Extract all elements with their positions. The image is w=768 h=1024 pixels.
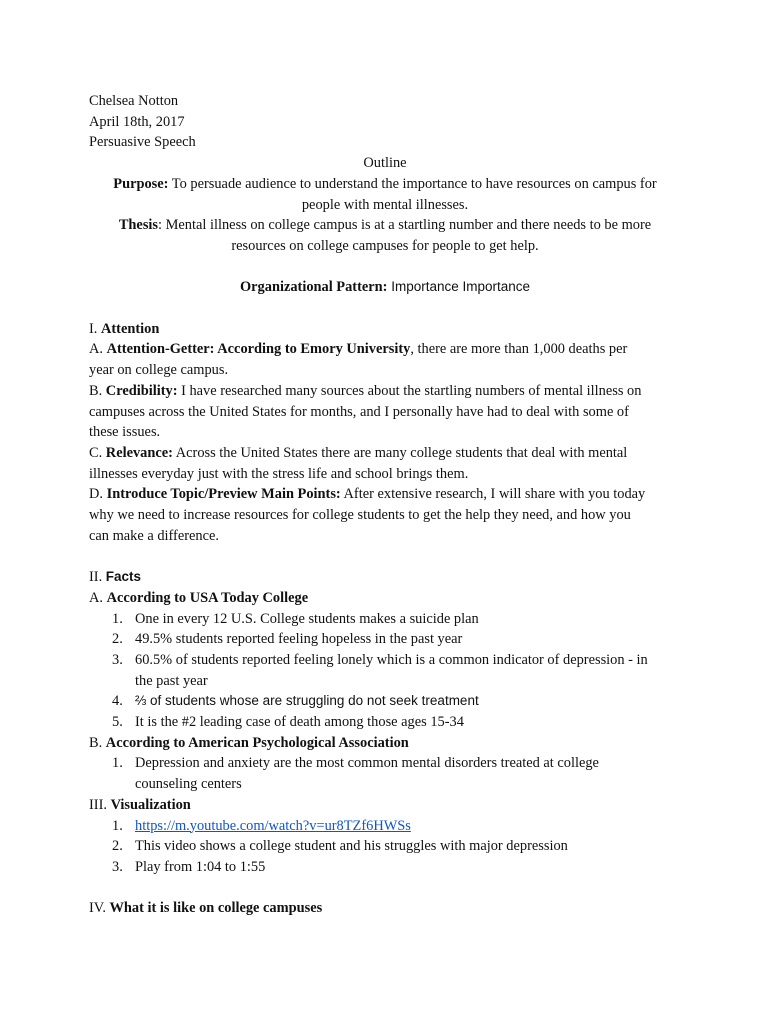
credibility-text: I have researched many sources about the startling numbers of mental illness on [177, 382, 642, 399]
list-item [89, 712, 681, 733]
thesis-line [89, 215, 681, 236]
thesis-line-2: resources on college campuses for people to get help. [231, 237, 539, 254]
list-number: 3. [112, 858, 123, 875]
apa-label: According to American Psychological Association [105, 734, 409, 751]
attention-getter-text: , there are more than 1,000 deaths per [410, 341, 628, 358]
preview-text: After extensive research, I will share with you today [340, 486, 646, 503]
list-item-text: 60.5% of students reported feeling lonely which is a common indicator of depression - in [135, 651, 648, 668]
item-prefix: A. [89, 341, 107, 358]
section-numeral: III. [89, 796, 111, 813]
attention-getter-line-2: year on college campus. [89, 362, 229, 379]
item-prefix: B. [89, 734, 106, 751]
preview-line-2: why we need to increase resources for college students to get the help they need, and how you [89, 507, 631, 524]
section-numeral: IV. [89, 900, 110, 917]
document-body [89, 91, 681, 919]
usa-today-label: According to USA Today College [106, 589, 309, 606]
org-pattern-label: Organizational Pattern: [239, 279, 388, 296]
relevance-line [89, 443, 681, 464]
speech-date: April 18th, 2017 [89, 113, 185, 130]
credibility-line [89, 381, 681, 402]
usa-today-heading [89, 588, 681, 609]
list-item-text-cont: counseling centers [135, 776, 242, 793]
section-heading-attention [89, 319, 681, 340]
visualization-list [89, 816, 681, 878]
list-number: 2. [112, 631, 123, 648]
purpose-text: To persuade audience to understand the importance to have resources on campus for [168, 175, 657, 192]
list-item-text: Depression and anxiety are the most common mental disorders treated at college [135, 755, 599, 772]
list-number: 1. [112, 817, 123, 834]
list-item [89, 609, 681, 630]
document-title: Outline [363, 155, 407, 172]
section-numeral: II. [89, 569, 106, 586]
list-item [89, 650, 681, 691]
preview-line [89, 484, 681, 505]
section-heading-campuses [89, 898, 681, 919]
attention-getter-label: Attention-Getter: According to Emory University [106, 341, 411, 358]
relevance-label: Relevance: [105, 444, 173, 461]
list-number: 1. [112, 755, 123, 772]
thesis-text: : Mental illness on college campus is at a startling number and there needs to be more [158, 217, 652, 234]
list-item-text-cont: the past year [135, 672, 208, 689]
credibility-label: Credibility: [105, 382, 178, 399]
section-title: Facts [105, 569, 142, 585]
author-name: Chelsea Notton [89, 93, 179, 109]
list-item [89, 816, 681, 837]
section-numeral: I. [89, 320, 101, 337]
item-prefix: D. [89, 486, 107, 503]
list-item-text: 49.5% students reported feeling hopeless in the past year [135, 631, 463, 648]
list-item-text: ⅔ of students whose are struggling do not seek treatment [135, 693, 479, 709]
preview-line-3: can make a difference. [89, 527, 219, 544]
section-title: What it is like on college campuses [109, 900, 323, 917]
list-item [89, 836, 681, 857]
section-title: Attention [101, 320, 160, 337]
relevance-text: Across the United States there are many college students that deal with mental [172, 444, 628, 461]
speech-type: Persuasive Speech [89, 134, 196, 151]
purpose-line [89, 174, 681, 195]
list-number: 1. [112, 610, 123, 627]
section-heading-visualization [89, 795, 681, 816]
attention-getter-line [89, 339, 681, 360]
list-item [89, 753, 681, 794]
list-item-text: It is the #2 leading case of death among those ages 15-34 [135, 714, 464, 731]
section-heading-facts [89, 567, 681, 588]
list-number: 3. [112, 651, 123, 668]
relevance-line-2: illnesses everyday just with the stress life and school brings them. [89, 465, 469, 482]
list-number: 5. [112, 714, 123, 731]
credibility-line-2: campuses across the United States for months, and I personally have had to deal with some of [89, 403, 629, 420]
list-item [89, 691, 681, 712]
list-item-text: Play from 1:04 to 1:55 [135, 858, 266, 875]
item-prefix: B. [89, 382, 106, 399]
list-item [89, 629, 681, 650]
purpose-line-2: people with mental illnesses. [301, 196, 469, 213]
youtube-link[interactable]: https://m.youtube.com/watch?v=ur8TZf6HWSs [135, 817, 411, 834]
thesis-label: Thesis [118, 217, 159, 234]
item-prefix: A. [89, 589, 107, 606]
list-number: 4. [112, 693, 123, 710]
preview-label: Introduce Topic/Preview Main Points: [106, 486, 341, 503]
list-item-text: This video shows a college student and his struggles with major depression [135, 838, 568, 855]
list-item-text: One in every 12 U.S. College students makes a suicide plan [135, 610, 479, 627]
apa-facts-list [89, 753, 681, 794]
item-prefix: C. [89, 444, 106, 461]
organizational-pattern [89, 277, 681, 298]
section-title: Visualization [110, 796, 191, 813]
org-pattern-value: Importance Importance [387, 279, 531, 295]
usa-today-facts-list [89, 609, 681, 733]
list-number: 2. [112, 838, 123, 855]
credibility-line-3: these issues. [89, 424, 161, 441]
list-item [89, 857, 681, 878]
apa-heading [89, 733, 681, 754]
purpose-label: Purpose: [113, 175, 169, 192]
